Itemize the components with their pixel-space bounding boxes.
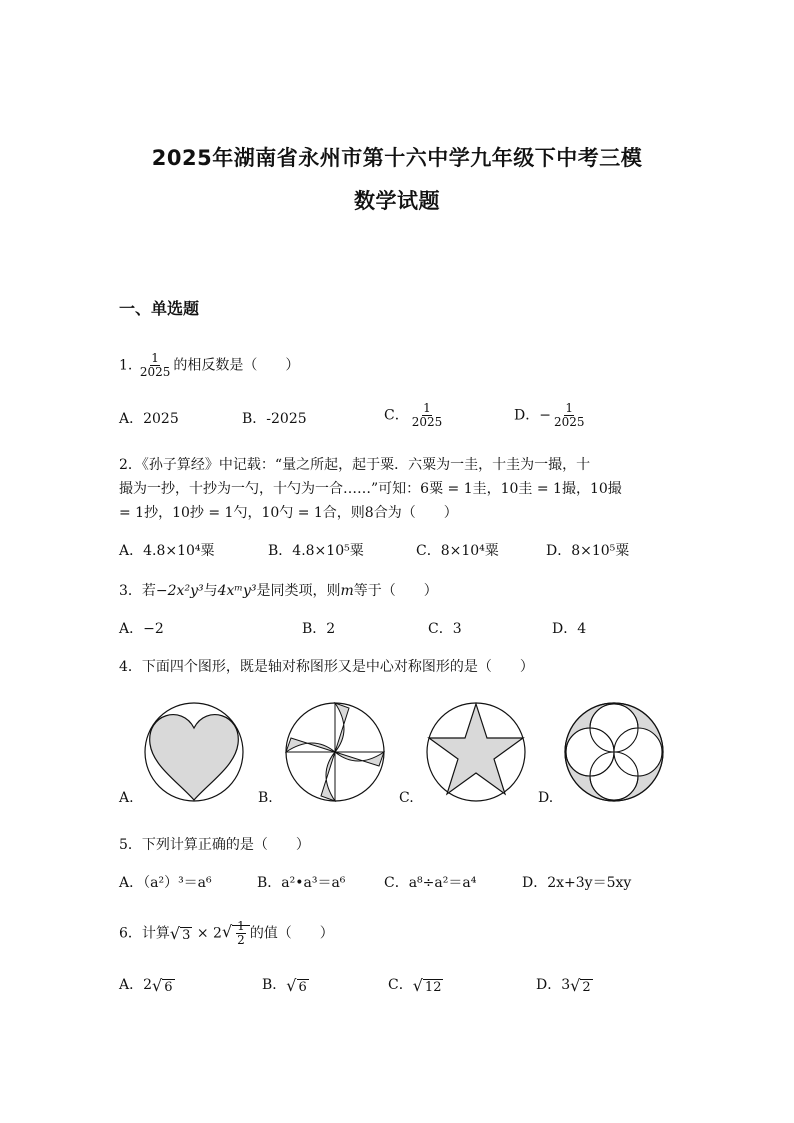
q6-option-b[interactable]: B．√ 6 [262, 975, 307, 995]
q6-option-a[interactable]: A．2√ 6 [119, 975, 173, 995]
question-1 [119, 352, 299, 379]
q1-option-d[interactable]: D．− $\frac{1}{2025}$ [514, 401, 585, 429]
q4-option-a[interactable]: A. [119, 790, 134, 806]
q6-radical-1: √ 3 [169, 924, 191, 943]
q5-stem: 5．下列计算正确的是（ ） [119, 837, 310, 853]
q1-option-a[interactable]: A．2025 [119, 411, 179, 427]
q5-option-d[interactable]: D．2x+3y＝5xy [522, 875, 632, 891]
q1-stem: 的相反数是（ ） [173, 357, 300, 374]
q2-option-a[interactable]: A．4.8×10⁴粟 [119, 543, 215, 559]
q4-option-b[interactable]: B. [258, 790, 273, 806]
q1-number: 1. [119, 357, 133, 374]
four-circles-figure [562, 700, 666, 804]
q3-expr1: −2x²y³ [155, 583, 204, 599]
q3-option-c[interactable]: C．3 [428, 621, 462, 637]
q5-option-b[interactable]: B．a²•a³＝a⁶ [257, 875, 346, 891]
q5-option-c[interactable]: C．a⁸÷a²＝a⁴ [384, 875, 477, 891]
question-6: 6．计算√ 3 × 2√ $\frac{1}{2}$ 的值（ ） [119, 919, 334, 947]
section-heading: 一、单选题 [119, 299, 200, 318]
q3-option-a[interactable]: A．−2 [119, 621, 164, 637]
pinwheel-in-circle-figure [283, 700, 387, 804]
q2-line3: = 1抄，10抄 = 1勺，10勺 = 1合，则8合为（ ） [119, 505, 458, 521]
q2-option-b[interactable]: B．4.8×10⁵粟 [268, 543, 364, 559]
q2-option-d[interactable]: D．8×10⁵粟 [546, 543, 630, 559]
q1-option-c[interactable]: C． $\frac{1}{2025}$ [384, 401, 443, 429]
q6-option-c[interactable]: C．√ 12 [388, 975, 442, 995]
heart-in-circle-figure [142, 700, 246, 804]
page-title-line2: 数学试题 [354, 189, 440, 213]
q4-stem: 4．下面四个图形，既是轴对称图形又是中心对称图形的是（ ） [119, 659, 534, 675]
q3-option-d[interactable]: D．4 [552, 621, 587, 637]
page-title-line1: 2025年湖南省永州市第十六中学九年级下中考三模 [151, 146, 643, 170]
q3-expr2: 4xᵐy³ [217, 583, 257, 599]
q3-option-b[interactable]: B．2 [302, 621, 336, 637]
q2-line2: 撮为一抄，十抄为一勺，十勺为一合……”可知：6粟 = 1圭，10圭 = 1撮，10撮 [119, 481, 622, 497]
q6-option-d[interactable]: D．3√ 2 [536, 975, 591, 995]
q6-radical-2: √ $\frac{1}{2}$ [222, 920, 250, 947]
q2-line1: 2．《孙子算经》中记载：“量之所起，起于粟．六粟为一圭，十圭为一撮，十 [119, 457, 591, 473]
q2-option-c[interactable]: C．8×10⁴粟 [416, 543, 499, 559]
star-in-circle-figure [424, 700, 528, 804]
q1-option-b[interactable]: B．-2025 [242, 411, 307, 427]
question-3: 3．若−2x²y³与4xᵐy³是同类项，则m等于（ ） [119, 583, 438, 599]
q4-option-c[interactable]: C. [399, 790, 414, 806]
q1-fraction: $\frac{1}{2025}$ [139, 351, 171, 379]
q4-option-d[interactable]: D. [538, 790, 554, 806]
q5-option-a[interactable]: A．（a²）³＝a⁶ [119, 875, 212, 891]
